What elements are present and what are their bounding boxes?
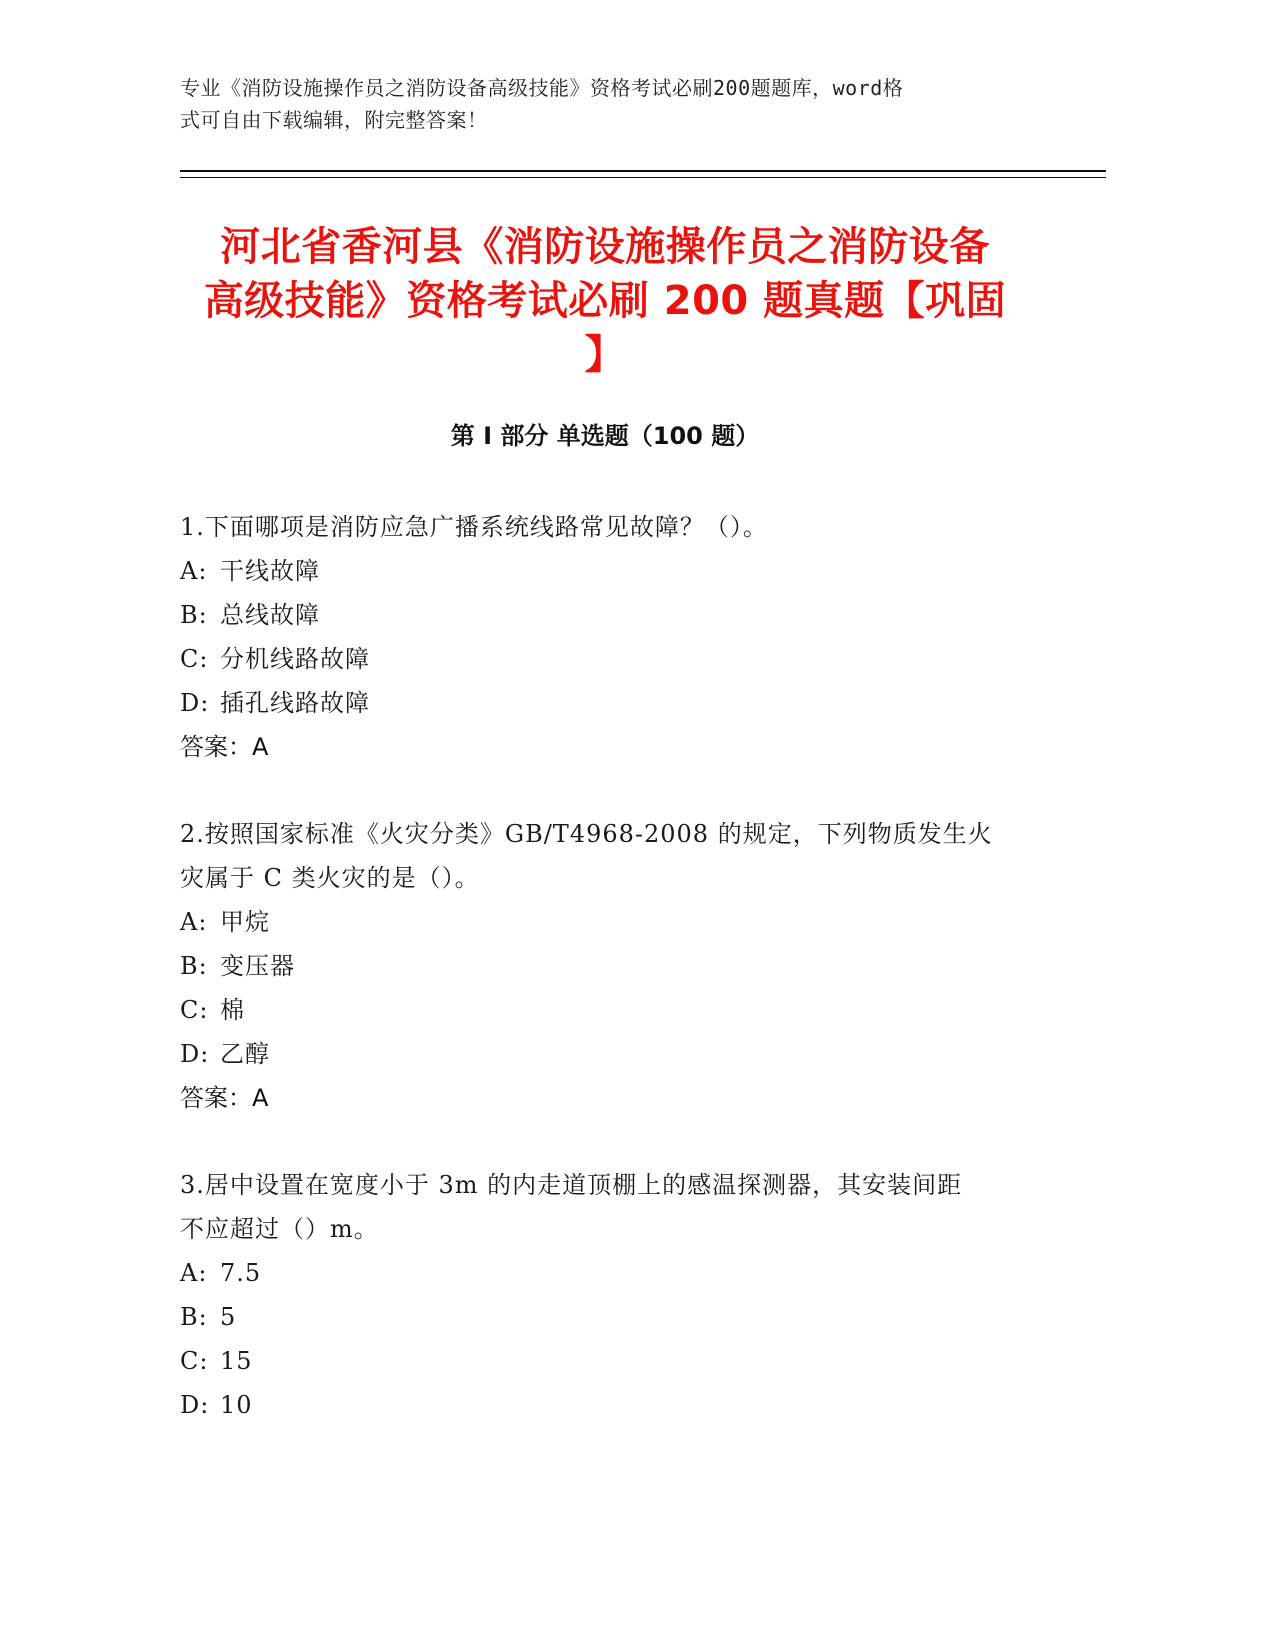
- question-2: [180, 812, 1040, 1120]
- document-title-line-2: 高级技能》资格考试必刷 200 题真题【巩固: [203, 278, 1007, 324]
- header-note-line-2: 式可自由下载编辑，附完整答案！: [180, 108, 488, 132]
- option-text: 15: [220, 1347, 253, 1375]
- option-key: D:: [180, 1040, 210, 1068]
- option-text: 插孔线路故障: [220, 689, 370, 717]
- option-text: 分机线路故障: [220, 645, 370, 673]
- option-a: [180, 549, 1040, 593]
- question-1: [180, 505, 1040, 769]
- option-text: 5: [220, 1303, 237, 1331]
- option-d: [180, 1383, 1040, 1427]
- question-list: [180, 505, 1040, 1470]
- option-c: [180, 637, 1040, 681]
- option-a: [180, 900, 1040, 944]
- option-key: D:: [180, 689, 210, 717]
- document-title-line-1: 河北省香河县《消防设施操作员之消防设备: [220, 224, 990, 270]
- question-stem-line-2: 不应超过（）m。: [180, 1215, 379, 1243]
- option-key: B:: [180, 601, 208, 629]
- section-title: 第 I 部分 单选题（100 题）: [450, 422, 760, 450]
- question-stem: 1.下面哪项是消防应急广播系统线路常见故障？（）。: [180, 513, 768, 541]
- option-c: [180, 1339, 1040, 1383]
- header-note: [180, 72, 1040, 136]
- option-a: [180, 1251, 1040, 1295]
- question-stem-line-2: 灾属于 C 类火灾的是（）。: [180, 864, 480, 892]
- option-key: B:: [180, 1303, 208, 1331]
- option-key: D:: [180, 1391, 210, 1419]
- option-b: [180, 593, 1040, 637]
- option-d: [180, 1032, 1040, 1076]
- option-c: [180, 988, 1040, 1032]
- option-text: 变压器: [220, 952, 295, 980]
- option-text: 棉: [220, 996, 245, 1024]
- option-text: 甲烷: [220, 908, 270, 936]
- option-key: B:: [180, 952, 208, 980]
- option-text: 7.5: [220, 1259, 262, 1287]
- option-b: [180, 1295, 1040, 1339]
- question-stem-line-1: 3.居中设置在宽度小于 3m 的内走道顶棚上的感温探测器，其安装间距: [180, 1171, 963, 1199]
- question-3: [180, 1163, 1040, 1427]
- option-key: C:: [180, 996, 209, 1024]
- header-note-line-1: 专业《消防设施操作员之消防设备高级技能》资格考试必刷200题题库，word格: [180, 76, 904, 100]
- option-key: A:: [180, 908, 208, 936]
- option-key: A:: [180, 1259, 208, 1287]
- option-text: 乙醇: [220, 1040, 270, 1068]
- header-divider-thick: [180, 170, 1106, 172]
- question-stem-line-1: 2.按照国家标准《火灾分类》GB/T4968-2008 的规定，下列物质发生火: [180, 820, 993, 848]
- header-divider-thin: [180, 177, 1106, 178]
- option-text: 10: [220, 1391, 253, 1419]
- option-b: [180, 944, 1040, 988]
- option-text: 干线故障: [220, 557, 320, 585]
- answer-line: 答案：A: [180, 733, 269, 761]
- document-title-line-3: 】: [584, 332, 626, 378]
- option-key: A:: [180, 557, 208, 585]
- option-text: 总线故障: [220, 601, 320, 629]
- option-key: C:: [180, 1347, 209, 1375]
- option-key: C:: [180, 645, 209, 673]
- option-d: [180, 681, 1040, 725]
- answer-line: 答案：A: [180, 1084, 269, 1112]
- document-title: [180, 220, 1030, 382]
